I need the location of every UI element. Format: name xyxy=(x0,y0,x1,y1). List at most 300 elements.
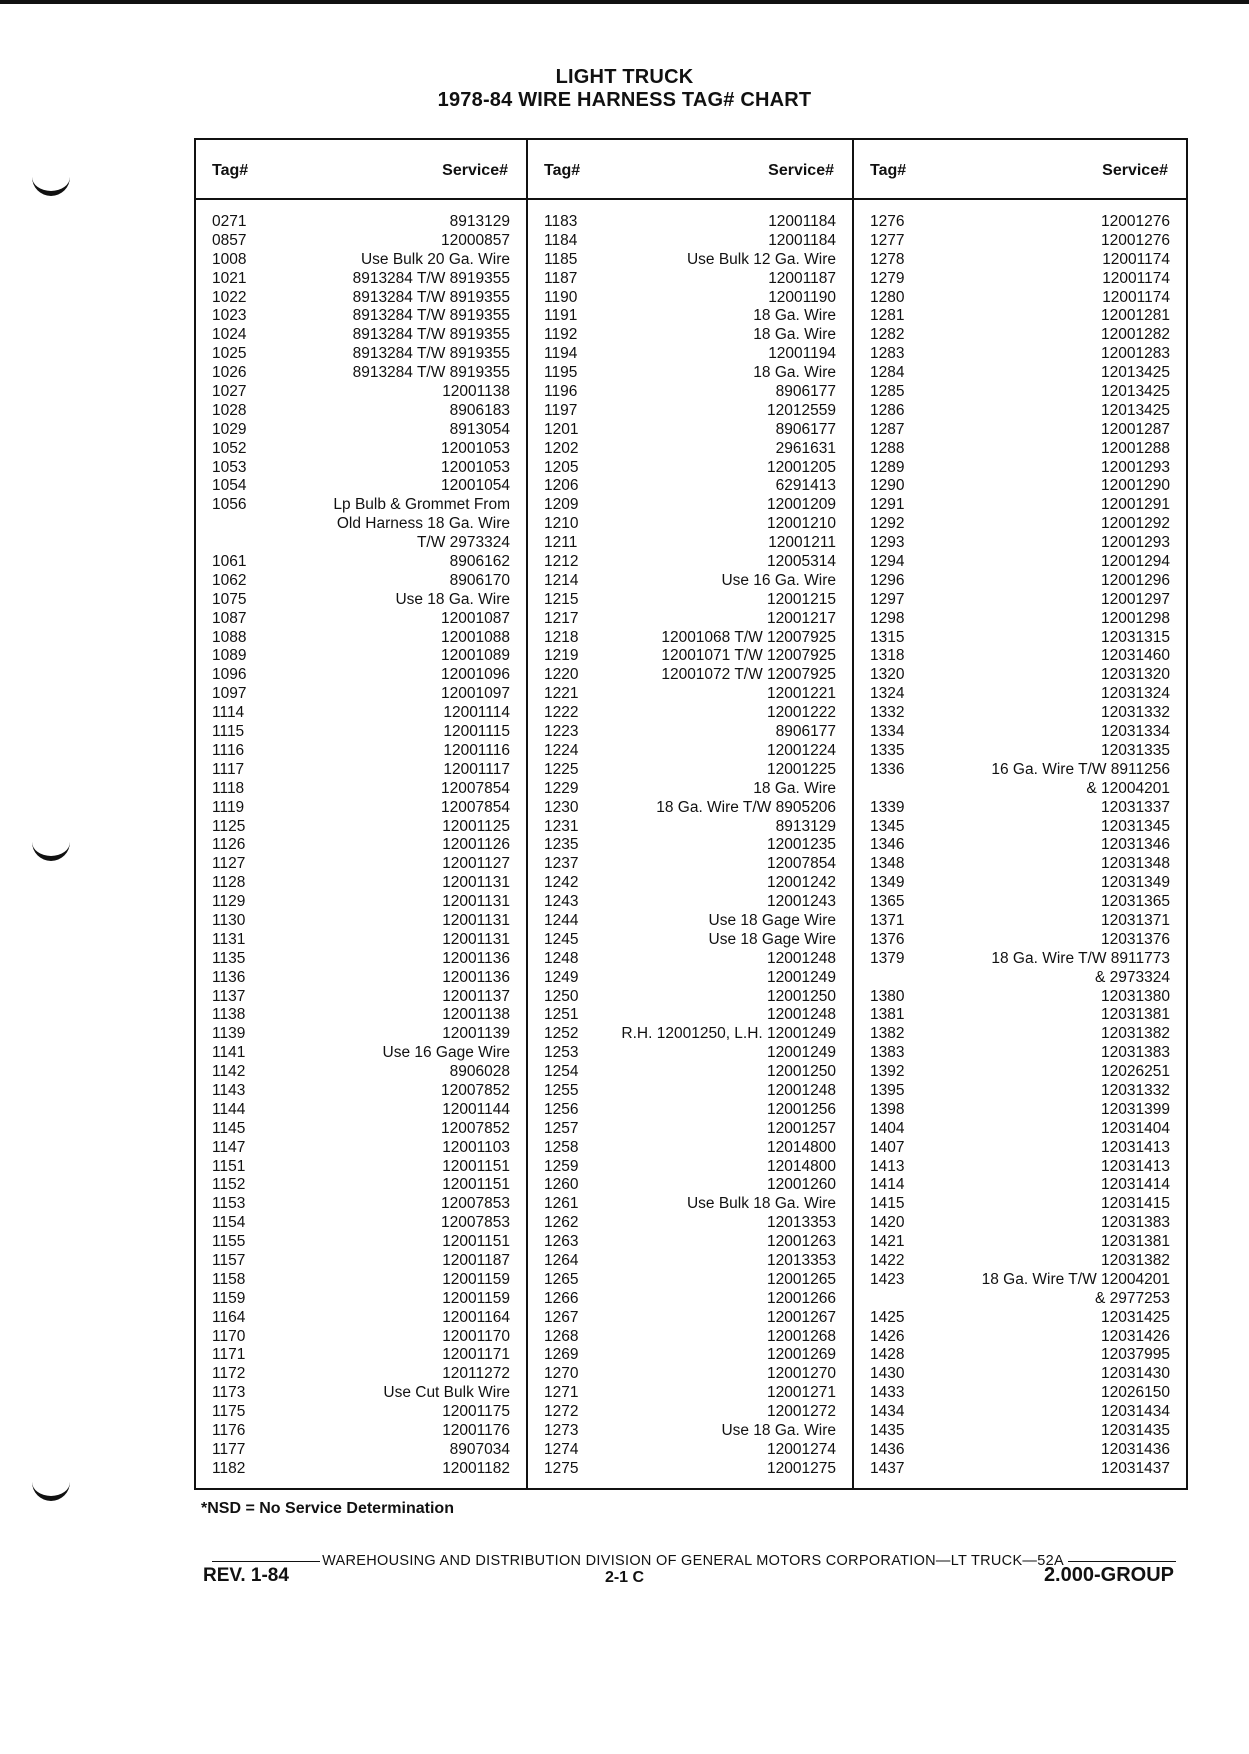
table-row xyxy=(528,1290,852,1309)
tag-number: 1278 xyxy=(870,250,905,268)
service-number: 12031413 xyxy=(1101,1157,1170,1175)
tag-number: 1277 xyxy=(870,231,905,249)
tag-number: 1271 xyxy=(544,1384,579,1402)
service-number: 12001184 xyxy=(768,213,836,230)
service-number: 12001126 xyxy=(442,836,510,854)
footer-division-text: WAREHOUSING AND DISTRIBUTION DIVISION OF GENERAL MOTORS CORPORATION—LT TRUCK—52A xyxy=(322,1553,1064,1569)
table-column-2 xyxy=(528,140,852,1488)
table-row xyxy=(196,213,526,232)
service-number: 12001215 xyxy=(767,590,836,608)
tag-number: 1255 xyxy=(544,1081,579,1099)
table-row xyxy=(528,1441,852,1460)
table-row xyxy=(528,1063,852,1082)
table-row xyxy=(528,364,852,383)
service-number: 12001187 xyxy=(768,269,836,287)
tag-number: 1118 xyxy=(212,779,245,797)
service-number: 12001269 xyxy=(767,1346,836,1364)
tag-number: 1264 xyxy=(544,1251,579,1269)
tag-number: 1436 xyxy=(870,1440,905,1458)
tag-number: 1136 xyxy=(212,968,246,986)
table-row xyxy=(854,780,1186,799)
service-number: Use 18 Ga. Wire xyxy=(395,590,510,608)
tag-number: 1164 xyxy=(212,1308,246,1326)
service-number: Lp Bulb & Grommet From xyxy=(333,496,510,514)
table-row xyxy=(528,534,852,553)
service-number: 12031404 xyxy=(1101,1119,1170,1137)
table-row xyxy=(528,1158,852,1177)
tag-number: 1229 xyxy=(544,779,579,797)
table-row xyxy=(854,1120,1186,1139)
tag-number: 1145 xyxy=(212,1119,246,1137)
service-number: 12031399 xyxy=(1101,1100,1170,1118)
tag-number: 1185 xyxy=(544,250,578,268)
table-row xyxy=(196,383,526,402)
service-number: 12013425 xyxy=(1101,401,1170,419)
table-row xyxy=(854,723,1186,742)
table-row xyxy=(196,421,526,440)
tag-number: 1414 xyxy=(870,1176,905,1194)
service-number: 12026251 xyxy=(1101,1063,1170,1081)
revision-label: REV. 1-84 xyxy=(203,1565,289,1586)
service-number: 12007852 xyxy=(441,1081,510,1099)
tag-number: 1155 xyxy=(212,1233,246,1251)
service-number: 12001293 xyxy=(1101,534,1170,552)
table-row xyxy=(196,818,526,837)
table-row xyxy=(196,610,526,629)
table-row xyxy=(854,1214,1186,1233)
service-number: 12001282 xyxy=(1101,326,1170,344)
tag-number: 1173 xyxy=(212,1384,246,1402)
tag-number: 1097 xyxy=(212,685,247,703)
column-header xyxy=(854,162,1186,184)
table-row xyxy=(528,326,852,345)
table-row xyxy=(854,251,1186,270)
tag-number: 1383 xyxy=(870,1044,905,1062)
table-row xyxy=(196,307,526,326)
service-number: 12001071 T/W 12007925 xyxy=(661,647,836,665)
service-number: 12001190 xyxy=(768,288,836,306)
table-row xyxy=(528,723,852,742)
tag-number: 1206 xyxy=(544,477,579,495)
tag-number: 1288 xyxy=(870,439,905,457)
tag-number: 1425 xyxy=(870,1308,905,1326)
service-number: 12001053 xyxy=(441,439,510,457)
table-row xyxy=(528,1025,852,1044)
service-number: 12001159 xyxy=(442,1270,510,1288)
service-number: 12001053 xyxy=(441,458,510,476)
table-row xyxy=(854,307,1186,326)
service-number: 12001288 xyxy=(1101,439,1170,457)
service-number: 8906170 xyxy=(449,571,510,589)
table-row xyxy=(528,1006,852,1025)
table-row xyxy=(196,1365,526,1384)
tag-number: 1021 xyxy=(212,269,247,287)
tag-number: 1282 xyxy=(870,326,905,344)
tag-number: 1428 xyxy=(870,1346,905,1364)
service-number: & 12004201 xyxy=(1086,779,1170,797)
table-row xyxy=(854,213,1186,232)
tag-number: 1062 xyxy=(212,571,247,589)
tag-number: 1219 xyxy=(544,647,579,665)
service-number: 12001125 xyxy=(442,817,510,835)
service-number: 12001072 T/W 12007925 xyxy=(661,666,836,684)
service-number: 12001249 xyxy=(767,1044,836,1062)
service-number: 12001117 xyxy=(443,760,510,778)
tag-number: 1056 xyxy=(212,496,247,514)
table-row xyxy=(196,1309,526,1328)
tag-number: 1197 xyxy=(544,401,578,419)
service-number: 12001250 xyxy=(767,1063,836,1081)
service-number: 12001224 xyxy=(767,741,836,759)
service-number: 12001138 xyxy=(442,383,510,401)
tag-number: 1054 xyxy=(212,477,247,495)
tag-number: 1336 xyxy=(870,760,905,778)
table-row xyxy=(196,1120,526,1139)
table-row xyxy=(196,553,526,572)
table-row xyxy=(854,950,1186,969)
table-row xyxy=(196,1139,526,1158)
service-number: 12031413 xyxy=(1101,1138,1170,1156)
table-row xyxy=(528,251,852,270)
table-row xyxy=(196,402,526,421)
service-number: & 2973324 xyxy=(1095,968,1170,986)
table-row xyxy=(196,912,526,931)
tag-number: 1290 xyxy=(870,477,905,495)
table-row xyxy=(528,213,852,232)
table-row xyxy=(196,1214,526,1233)
table-row xyxy=(854,1195,1186,1214)
table-row xyxy=(196,496,526,515)
table-row xyxy=(196,459,526,478)
table-row xyxy=(528,1252,852,1271)
service-number: 12001291 xyxy=(1101,496,1170,514)
table-row xyxy=(854,610,1186,629)
tag-number: 1426 xyxy=(870,1327,905,1345)
service-number: 12031426 xyxy=(1101,1327,1170,1345)
service-header: Service# xyxy=(1102,162,1168,179)
service-number: 12001217 xyxy=(767,609,836,627)
tag-number: 1129 xyxy=(212,893,246,911)
tag-number: 1138 xyxy=(212,1006,246,1024)
service-number: 16 Ga. Wire T/W 8911256 xyxy=(991,760,1170,778)
tag-number: 1260 xyxy=(544,1176,579,1194)
tag-number: 1275 xyxy=(544,1459,579,1477)
service-number: 12001131 xyxy=(442,911,510,929)
table-row xyxy=(196,1195,526,1214)
tag-number: 1220 xyxy=(544,666,579,684)
service-number: 12031332 xyxy=(1101,704,1170,722)
service-number: 8913129 xyxy=(449,213,510,230)
service-number: 12001131 xyxy=(442,930,510,948)
table-row xyxy=(196,440,526,459)
service-number: 12031315 xyxy=(1101,628,1170,646)
service-number: 12001248 xyxy=(767,1006,836,1024)
table-row xyxy=(854,572,1186,591)
service-number: 12031349 xyxy=(1101,874,1170,892)
tag-number: 1117 xyxy=(212,760,245,778)
table-row xyxy=(854,383,1186,402)
table-row xyxy=(196,893,526,912)
table-row xyxy=(854,1365,1186,1384)
service-number: 12001272 xyxy=(767,1403,836,1421)
tag-number: 1245 xyxy=(544,930,579,948)
table-row xyxy=(528,836,852,855)
service-number: 12001151 xyxy=(442,1157,510,1175)
tag-number: 1025 xyxy=(212,345,247,363)
tag-number: 1230 xyxy=(544,798,579,816)
service-number: 12001281 xyxy=(1101,307,1170,325)
tag-header: Tag# xyxy=(870,162,907,179)
table-row xyxy=(528,1044,852,1063)
tag-number: 1190 xyxy=(544,288,578,306)
table-row xyxy=(854,685,1186,704)
service-number: 12001271 xyxy=(767,1384,836,1402)
service-number: 12001250 xyxy=(767,987,836,1005)
service-number: 12001211 xyxy=(768,534,836,552)
table-row xyxy=(528,515,852,534)
table-row xyxy=(196,1403,526,1422)
tag-number: 1254 xyxy=(544,1063,579,1081)
service-number: 12014800 xyxy=(767,1157,836,1175)
table-row xyxy=(854,421,1186,440)
document-title-line2: 1978-84 WIRE HARNESS TAG# CHART xyxy=(437,89,812,111)
service-number: 12031437 xyxy=(1101,1459,1170,1477)
tag-number: 1214 xyxy=(544,571,579,589)
service-number: 12001089 xyxy=(441,647,510,665)
table-row xyxy=(528,1384,852,1403)
column-header xyxy=(528,162,852,184)
table-row xyxy=(854,666,1186,685)
table-row xyxy=(854,1063,1186,1082)
service-number: 12001242 xyxy=(767,874,836,892)
table-row xyxy=(196,1441,526,1460)
table-row xyxy=(196,1346,526,1365)
service-number: Use Bulk 12 Ga. Wire xyxy=(686,250,836,268)
tag-number: 1195 xyxy=(544,364,578,382)
table-row xyxy=(196,1290,526,1309)
service-number: Old Harness 18 Ga. Wire xyxy=(336,515,510,533)
table-row xyxy=(196,1271,526,1290)
table-row xyxy=(528,818,852,837)
service-number: 12001097 xyxy=(441,685,510,703)
table-row xyxy=(528,1082,852,1101)
service-number: Use 18 Gage Wire xyxy=(708,930,836,948)
tag-chart-table xyxy=(194,138,1188,1490)
table-row xyxy=(196,950,526,969)
table-column-3 xyxy=(854,140,1186,1488)
service-number: Use 16 Gage Wire xyxy=(382,1044,510,1062)
table-row xyxy=(528,874,852,893)
rows-container xyxy=(196,213,526,1479)
service-number: 12001248 xyxy=(767,1081,836,1099)
rows-container xyxy=(528,213,852,1479)
tag-number: 1296 xyxy=(870,571,905,589)
table-row xyxy=(528,1328,852,1347)
tag-number: 1422 xyxy=(870,1251,905,1269)
table-row xyxy=(528,345,852,364)
tag-number: 1028 xyxy=(212,401,247,419)
table-row xyxy=(854,591,1186,610)
table-row xyxy=(854,496,1186,515)
service-number: 12007852 xyxy=(441,1119,510,1137)
tag-number: 1194 xyxy=(544,345,578,363)
tag-number: 1182 xyxy=(212,1459,246,1477)
table-row xyxy=(528,950,852,969)
table-row xyxy=(528,704,852,723)
service-number: 12031382 xyxy=(1101,1025,1170,1043)
service-number: 12013425 xyxy=(1101,383,1170,401)
table-row xyxy=(854,647,1186,666)
tag-number: 1315 xyxy=(870,628,905,646)
tag-number: 1273 xyxy=(544,1422,579,1439)
tag-number: 1192 xyxy=(544,326,578,344)
tag-number: 1251 xyxy=(544,1006,579,1024)
tag-number: 1415 xyxy=(870,1195,905,1213)
service-number: 12001116 xyxy=(443,741,510,759)
tag-number: 1289 xyxy=(870,458,905,476)
table-row xyxy=(196,477,526,496)
tag-number: 1087 xyxy=(212,609,247,627)
service-number: 12001210 xyxy=(767,515,836,533)
service-number: 12001209 xyxy=(767,496,836,514)
table-row xyxy=(528,931,852,950)
tag-number: 1284 xyxy=(870,364,905,382)
tag-number: 1125 xyxy=(212,817,246,835)
tag-number: 1348 xyxy=(870,855,905,873)
table-row xyxy=(528,270,852,289)
tag-number: 1258 xyxy=(544,1138,579,1156)
service-number: 12005314 xyxy=(767,553,836,571)
tag-number: 1142 xyxy=(212,1063,246,1081)
tag-number: 1052 xyxy=(212,439,247,457)
service-number: 12031414 xyxy=(1101,1176,1170,1194)
tag-number: 1152 xyxy=(212,1176,246,1194)
tag-number: 1435 xyxy=(870,1422,905,1439)
service-number: 12001115 xyxy=(443,723,510,741)
table-row xyxy=(854,874,1186,893)
tag-number: 1154 xyxy=(212,1214,246,1232)
service-number: 12001164 xyxy=(442,1308,510,1326)
table-row xyxy=(854,1252,1186,1271)
table-row xyxy=(528,1120,852,1139)
tag-number: 1175 xyxy=(212,1403,246,1421)
table-row xyxy=(196,1063,526,1082)
table-row xyxy=(854,931,1186,950)
table-row xyxy=(528,799,852,818)
service-number: 12001249 xyxy=(767,968,836,986)
tag-number: 1269 xyxy=(544,1346,579,1364)
table-row xyxy=(196,1044,526,1063)
table-row xyxy=(528,232,852,251)
service-number: 12001270 xyxy=(767,1365,836,1383)
table-row xyxy=(196,1176,526,1195)
tag-number: 1024 xyxy=(212,326,247,344)
binder-hole-mark xyxy=(32,830,70,861)
service-number: 12001182 xyxy=(442,1459,510,1477)
tag-number: 1231 xyxy=(544,817,579,835)
service-number: 18 Ga. Wire xyxy=(753,779,836,797)
table-row xyxy=(528,761,852,780)
tag-number: 1172 xyxy=(212,1365,246,1383)
table-row xyxy=(854,1403,1186,1422)
service-number: 12001174 xyxy=(1102,250,1170,268)
tag-number: 1221 xyxy=(544,685,579,703)
service-number: 12012559 xyxy=(767,401,836,419)
table-column-1 xyxy=(196,140,526,1488)
service-number: 12013425 xyxy=(1101,364,1170,382)
table-row xyxy=(854,534,1186,553)
service-number: 12031337 xyxy=(1101,798,1170,816)
page-number: 2-1 C xyxy=(604,1569,645,1586)
service-number: 12031436 xyxy=(1101,1440,1170,1458)
tag-number: 1153 xyxy=(212,1195,246,1213)
tag-number: 1224 xyxy=(544,741,579,759)
service-number: 12001187 xyxy=(442,1251,510,1269)
table-row xyxy=(196,742,526,761)
table-row xyxy=(854,1441,1186,1460)
service-number: 12001225 xyxy=(767,760,836,778)
service-number: 8907034 xyxy=(449,1440,510,1458)
table-row xyxy=(196,270,526,289)
tag-number: 1270 xyxy=(544,1365,579,1383)
service-number: 12031425 xyxy=(1101,1308,1170,1326)
tag-number: 1235 xyxy=(544,836,579,854)
table-row xyxy=(854,232,1186,251)
service-number: 12001222 xyxy=(767,704,836,722)
service-number: 8906177 xyxy=(775,723,836,741)
service-number: 12001257 xyxy=(767,1119,836,1137)
service-number: 12001139 xyxy=(442,1025,510,1043)
table-row xyxy=(196,1025,526,1044)
tag-number: 1218 xyxy=(544,628,579,646)
service-number: 12001068 T/W 12007925 xyxy=(661,628,836,646)
table-row xyxy=(854,326,1186,345)
binder-hole-mark xyxy=(32,165,70,196)
table-row xyxy=(528,1271,852,1290)
service-number: 12000857 xyxy=(441,231,510,249)
tag-number: 1420 xyxy=(870,1214,905,1232)
tag-number: 1294 xyxy=(870,553,905,571)
tag-number: 1250 xyxy=(544,987,579,1005)
tag-number: 1187 xyxy=(544,269,578,287)
tag-number: 1297 xyxy=(870,590,905,608)
service-number: 12001235 xyxy=(767,836,836,854)
table-row xyxy=(854,364,1186,383)
service-number: 12001194 xyxy=(768,345,836,363)
tag-number: 1116 xyxy=(212,741,245,759)
table-row xyxy=(854,440,1186,459)
service-number: 12001221 xyxy=(767,685,836,703)
tag-number: 1263 xyxy=(544,1233,579,1251)
service-number: 12001174 xyxy=(1102,288,1170,306)
table-row xyxy=(854,289,1186,308)
tag-number: 1280 xyxy=(870,288,905,306)
table-row xyxy=(528,666,852,685)
tag-number: 1128 xyxy=(212,874,246,892)
tag-number: 1423 xyxy=(870,1270,905,1288)
tag-number: 1243 xyxy=(544,893,579,911)
tag-number: 1407 xyxy=(870,1138,905,1156)
tag-number: 1259 xyxy=(544,1157,579,1175)
top-edge-rule xyxy=(0,0,1249,4)
service-number: 8906177 xyxy=(775,383,836,401)
tag-number: 1008 xyxy=(212,250,247,268)
tag-number: 1257 xyxy=(544,1119,579,1137)
table-row xyxy=(854,1233,1186,1252)
service-number: 12001292 xyxy=(1101,515,1170,533)
table-row xyxy=(528,383,852,402)
tag-number: 1437 xyxy=(870,1459,905,1477)
